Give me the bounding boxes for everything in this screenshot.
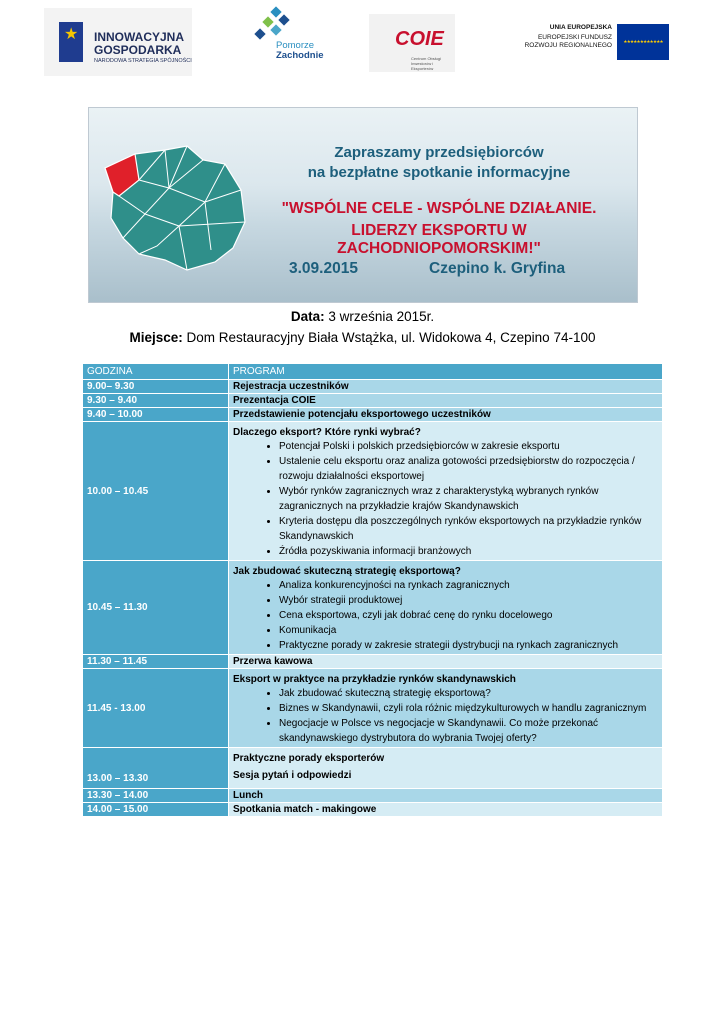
banner-invite-line2: na bezpłatne spotkanie informacyjne <box>307 164 571 181</box>
row-program-cell <box>229 561 663 655</box>
banner-invite-line1: Zapraszamy przedsiębiorców <box>334 144 544 161</box>
eu-logo <box>520 20 670 62</box>
list-item: • Kryteria dostępu dla poszczególnych rynków eksportowych na przykładzie rynków Skandynawskich <box>279 514 658 544</box>
ig-logo-line2: GOSPODARKA <box>94 43 182 57</box>
row-program-cell <box>229 669 663 748</box>
event-date <box>0 309 725 324</box>
topic-list <box>233 578 658 653</box>
eu-logo-line1: UNIA EUROPEJSKA <box>549 24 612 31</box>
agenda-table <box>82 363 663 817</box>
row-title-secondary: Sesja pytań i odpowiedzi <box>233 770 352 781</box>
logo-bar <box>0 0 725 80</box>
row-time: 10.45 – 11.30 <box>83 561 229 655</box>
list-item: • Praktyczne porady w zakresie strategii dystrybucji na rynkach zagranicznych <box>279 638 658 653</box>
topic-list <box>233 439 658 559</box>
banner-slogan-line1: "WSPÓLNE CELE - WSPÓLNE DZIAŁANIE. <box>281 200 597 217</box>
row-title: Dlaczego eksport? Które rynki wybrać? <box>233 427 421 438</box>
eu-logo-line2: EUROPEJSKI FUNDUSZ <box>537 34 612 41</box>
banner-place: Czepino k. Gryfina <box>429 260 566 277</box>
column-header-time: GODZINA <box>83 364 229 380</box>
row-time: 11.30 – 11.45 <box>83 655 229 669</box>
row-time: 14.00 – 15.00 <box>83 803 229 817</box>
date-label: Data: <box>290 309 325 324</box>
table-row <box>83 748 663 789</box>
place-value: Dom Restauracyjny Biała Wstążka, ul. Widokowa 4, Czepino 74-100 <box>182 330 596 345</box>
place-label: Miejsce: <box>129 330 183 345</box>
table-row <box>83 408 663 422</box>
table-row <box>83 380 663 394</box>
pomorze-zachodnie-logo <box>238 4 324 66</box>
table-row <box>83 394 663 408</box>
topic-list <box>233 686 658 746</box>
row-title: Jak zbudować skuteczną strategię eksportową? <box>233 566 461 577</box>
row-title: Przedstawienie potencjału eksportowego uczestników <box>229 408 663 422</box>
list-item: • Analiza konkurencyjności na rynkach zagranicznych <box>279 578 658 593</box>
list-item: • Negocjacje w Polsce vs negocjacje w Skandynawii. Co może przekonać skandynawskiego dystrybutora do wybrania Twojej oferty? <box>279 716 658 746</box>
list-item: • Biznes w Skandynawii, czyli rola różnic międzykulturowych w handlu zagranicznym <box>279 701 658 716</box>
event-place <box>0 330 725 345</box>
row-time: 13.00 – 13.30 <box>83 748 229 789</box>
table-row <box>83 561 663 655</box>
row-time: 9.40 – 10.00 <box>83 408 229 422</box>
pz-squares-icon <box>262 8 292 40</box>
innowacyjna-gospodarka-logo <box>44 8 192 76</box>
row-time: 9.30 – 9.40 <box>83 394 229 408</box>
eu-logo-line3: ROZWOJU REGIONALNEGO <box>524 42 612 49</box>
coie-logo <box>369 14 455 72</box>
table-row <box>83 422 663 561</box>
row-title: Lunch <box>229 789 663 803</box>
row-time: 10.00 – 10.45 <box>83 422 229 561</box>
banner-date: 3.09.2015 <box>289 260 358 277</box>
ig-logo-line1: INNOWACYJNA <box>94 30 185 44</box>
row-program-cell <box>229 422 663 561</box>
row-program-cell <box>229 748 663 789</box>
list-item: • Cena eksportowa, czyli jak dobrać cenę do rynku docelowego <box>279 608 658 623</box>
list-item: • Wybór strategii produktowej <box>279 593 658 608</box>
list-item: • Wybór rynków zagranicznych wraz z charakterystyką wybranych rynków zagranicznych na przykładzie krajów Skandynawskich <box>279 484 658 514</box>
event-banner <box>88 107 638 303</box>
agenda-header-row <box>83 364 663 380</box>
pz-logo-line2: Zachodnie <box>276 50 324 61</box>
table-row <box>83 789 663 803</box>
pz-logo-line1: Pomorze <box>276 40 315 51</box>
row-title: Przerwa kawowa <box>229 655 663 669</box>
row-time: 13.30 – 14.00 <box>83 789 229 803</box>
row-title: Prezentacja COIE <box>229 394 663 408</box>
banner-slogan-line2: LIDERZY EKSPORTU W ZACHODNIOPOMORSKIM!" <box>337 222 541 257</box>
row-time: 11.45 - 13.00 <box>83 669 229 748</box>
coie-logo-name: COIE <box>395 28 444 50</box>
row-title: Eksport w praktyce na przykładzie rynków skandynawskich <box>233 674 516 685</box>
table-row <box>83 669 663 748</box>
row-title: Spotkania match - makingowe <box>229 803 663 817</box>
coie-logo-subtitle: Centrum Obsługi Inwestorów i Eksporterów <box>411 56 442 71</box>
eu-flag-icon <box>617 24 669 60</box>
eu-stars-icon: ★ ★ ★ ★ ★ ★ ★ ★ ★ ★ ★ ★ <box>623 39 663 44</box>
row-title: Rejestracja uczestników <box>229 380 663 394</box>
list-item: • Źródła pozyskiwania informacji branżowych <box>279 544 658 559</box>
list-item: • Komunikacja <box>279 623 658 638</box>
table-row <box>83 803 663 817</box>
date-value: 3 września 2015r. <box>324 309 435 324</box>
list-item: • Jak zbudować skuteczną strategię eksportową? <box>279 686 658 701</box>
column-header-program: PROGRAM <box>229 364 663 380</box>
row-time: 9.00– 9.30 <box>83 380 229 394</box>
ig-logo-line3: NARODOWA STRATEGIA SPÓJNOŚCI <box>94 58 192 64</box>
list-item: • Potencjał Polski i polskich przedsiębiorców w zakresie eksportu <box>279 439 658 454</box>
list-item: • Ustalenie celu eksportu oraz analiza gotowości przedsiębiorstw do rozpoczęcia / rozwoju działalności eksportowej <box>279 454 658 484</box>
row-title: Praktyczne porady eksporterów <box>233 753 385 764</box>
table-row <box>83 655 663 669</box>
star-icon: ★ <box>64 26 79 43</box>
poland-map-icon <box>95 130 255 280</box>
